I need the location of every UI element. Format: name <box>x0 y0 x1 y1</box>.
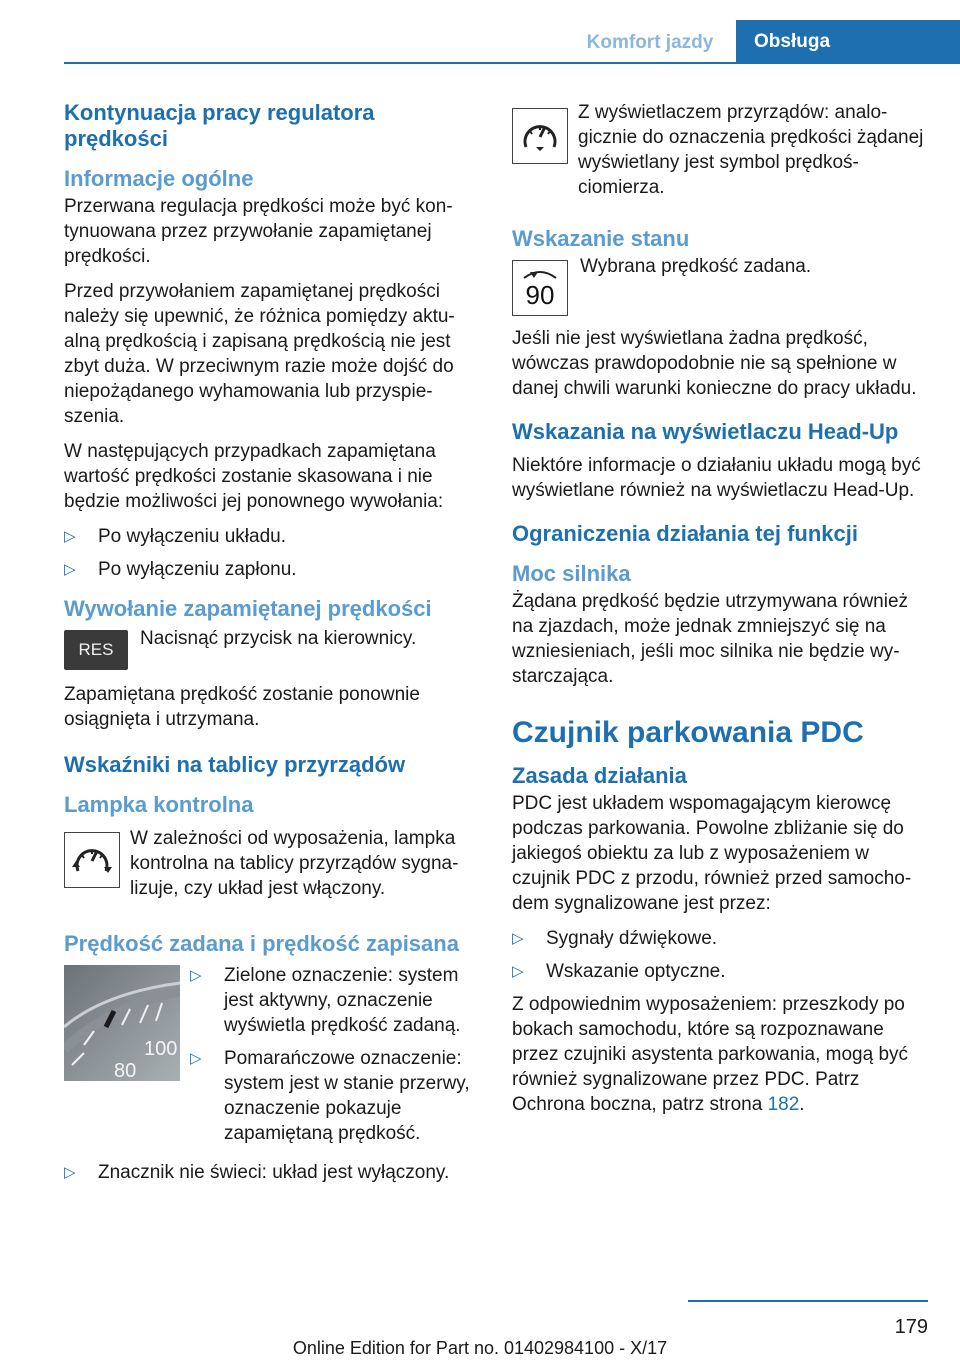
paragraph-status: Jeśli nie jest wyświetlana żadna prędkość, wówczas prawdopodobnie nie są spełnione w danej chwili warunki konieczne do pracy układu. <box>512 328 917 399</box>
paragraph-status-icon: Wybrana prędkość zadana. <box>580 256 812 277</box>
page-header <box>0 0 960 64</box>
header-rule <box>64 62 960 64</box>
heading-lamp: Lampka kontrolna <box>64 792 254 817</box>
list-item: ▷ Wskazanie optyczne. <box>512 961 726 982</box>
paragraph-hud: Niektóre informacje o działaniu układu mogą być wyświetlane również na wyświetlaczu Head-Up. <box>512 455 921 501</box>
speedometer-gauge-image <box>64 965 180 1081</box>
speedometer-lamp-icon <box>64 832 120 888</box>
left-column <box>64 100 476 1193</box>
list-item: ▷ Po wyłączeniu układu. <box>64 526 286 547</box>
paragraph-side-protection: Z odpowiednim wyposażeniem: przeszkody po bokach samochodu, które są rozpoznawane przez czujniki asystenta parkowania, mogą być również sygnalizowane przez PDC. Patrz Ochrona boczna, patrz strona 182. <box>512 994 909 1115</box>
lamp-row <box>64 826 476 911</box>
heading-status: Wskazanie stanu <box>512 226 690 251</box>
page-link-182[interactable]: 182 <box>767 1094 800 1115</box>
page-number: 179 <box>894 1316 928 1338</box>
bullet-triangle-icon: ▷ <box>64 1164 76 1181</box>
paragraph-lamp: W zależności od wyposażenia, lampka kontrolna na tablicy przyrządów sygnalizuje, czy układ jest włączony. <box>130 828 459 899</box>
set-speed-row <box>64 965 476 1154</box>
paragraph-recall: Zapamiętana prędkość zostanie ponownie osiągnięta i utrzymana. <box>64 684 420 730</box>
bullet-triangle-icon: ▷ <box>190 1050 202 1067</box>
gauge-label-80: 80 <box>114 1060 137 1081</box>
section-tab[interactable]: Komfort jazdy <box>586 32 714 53</box>
list-item: ▷ Zielone oznaczenie: system jest aktywny, oznaczenie wyświetla prędkość zadaną. <box>190 965 461 1036</box>
heading-general: Informacje ogólne <box>64 166 254 191</box>
paragraph-engine: Żądana prędkość będzie utrzymywana również na zjazdach, może jednak zmniejszyć się na wzniesieniach, jeśli moc silnika nie będzie wystarczająca. <box>512 591 909 687</box>
paragraph-principle: PDC jest układem wspomagającym kierowcę podczas parkowania. Powolne zbliżanie się do jakiegoś obiektu za lub z wyposażeniem w czujnik PDC z przodu, również przed samochodem sygnalizowane jest przez: <box>512 793 912 914</box>
res-row <box>64 630 476 670</box>
res-button-icon: RES <box>64 630 128 670</box>
status-row <box>512 256 930 316</box>
heading-indicators: Wskaźniki na tablicy przyrządów <box>64 752 406 777</box>
bullet-triangle-icon: ▷ <box>64 561 76 578</box>
heading-limits: Ograniczenia działania tej funkcji <box>512 521 858 546</box>
bullet-triangle-icon: ▷ <box>512 963 524 980</box>
gauge-label-100: 100 <box>144 1038 178 1060</box>
paragraph-general-1: Przerwana regulacja prędkości może być kontynuowana przez przywołanie zapamiętanej prędkości. <box>64 196 453 267</box>
heading-pdc: Czujnik parkowania PDC <box>512 716 864 749</box>
heading-hud: Wskazania na wyświetlaczu Head-Up <box>512 419 899 444</box>
edition-footer: Online Edition for Part no. 01402984100 - X/17 <box>292 1338 668 1358</box>
bullet-triangle-icon: ▷ <box>512 930 524 947</box>
footer-rule <box>688 1300 928 1302</box>
right-column <box>512 100 930 1127</box>
status-speed-value: 90 <box>525 280 555 310</box>
heading-continue: Kontynuacja pracy regulatora prędkości <box>64 100 375 151</box>
heading-recall: Wywołanie zapamiętanej prędkości <box>64 596 432 621</box>
set-speed-display-icon <box>512 260 568 316</box>
bullet-triangle-icon: ▷ <box>190 967 202 984</box>
heading-set-speed: Prędkość zadana i prędkość zapisana <box>64 931 459 956</box>
heading-principle: Zasada działania <box>512 763 687 788</box>
bullet-list-general <box>64 524 476 582</box>
bullet-list-pdc <box>512 926 930 984</box>
paragraph-general-2: Przed przywołaniem zapamiętanej prędkości należy się upewnić, że różnica pomiędzy aktualną prędkością i zapisaną prędkością nie jest zbyt duża. W przeciwnym razie może dojść do niepożądanego wyhamowania lub przyspieszenia. <box>64 281 455 427</box>
paragraph-general-3: W następujących przypadkach zapamiętana wartość prędkości zostanie skasowana i nie będzie możliwości jej ponownego wywołania: <box>64 441 444 512</box>
display-row <box>512 100 930 200</box>
list-item: ▷ Po wyłączeniu zapłonu. <box>64 559 297 580</box>
heading-engine: Moc silnika <box>512 561 631 586</box>
list-item: ▷ Znacznik nie świeci: układ jest wyłączony. <box>64 1162 450 1183</box>
bullet-triangle-icon: ▷ <box>64 528 76 545</box>
paragraph-display: Z wyświetlaczem przyrządów: analogicznie do oznaczenia prędkości żądanej wyświetlany jest symbol prędkościomierza. <box>578 102 924 198</box>
speedometer-symbol-icon <box>512 108 568 164</box>
chapter-tab[interactable]: Obsługa <box>736 20 960 62</box>
list-item: ▷ Pomarańczowe oznaczenie: system jest w stanie przerwy, oznaczenie pokazuje zapamiętaną prędkość. <box>190 1048 470 1144</box>
bullet-list-set <box>190 963 476 1154</box>
list-item: ▷ Sygnały dźwiękowe. <box>512 928 718 949</box>
paragraph-recall-icon: Nacisnąć przycisk na kierownicy. <box>140 628 417 649</box>
